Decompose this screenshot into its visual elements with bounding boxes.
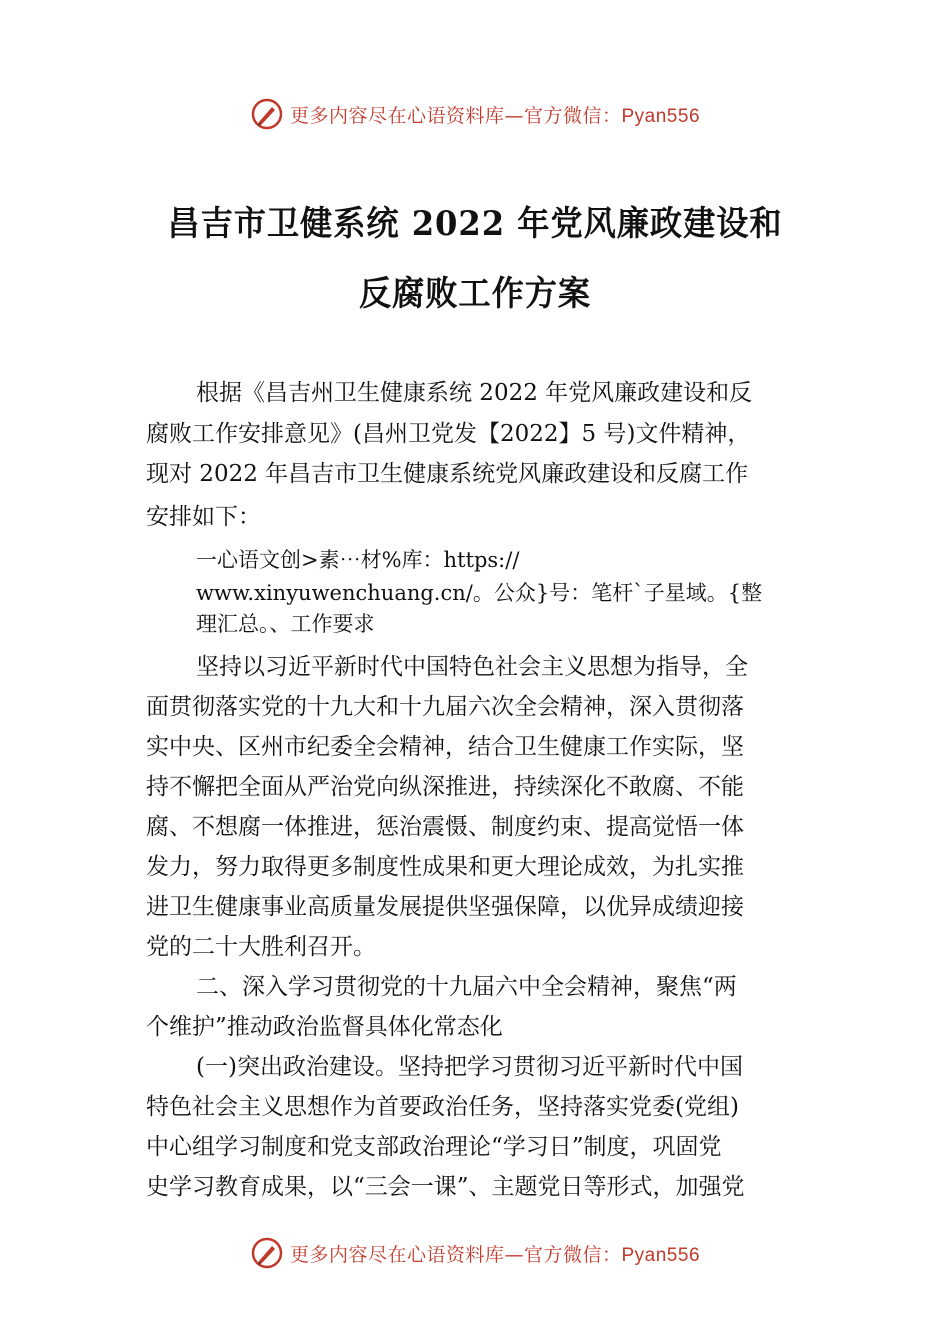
- body-line: 安排如下：: [146, 504, 261, 530]
- watermark-header: [0, 94, 950, 134]
- body-line: 持不懈把全面从严治党向纵深推进，持续深化不敢腐、不能: [146, 774, 744, 800]
- pen-logo-icon: [250, 97, 284, 131]
- body-line: www.xinyuwenchuang.cn/。公众}号：笔杆`子星域。{整: [196, 581, 763, 605]
- watermark-text: 更多内容尽在心语资料库—官方微信：Pyan556: [289, 104, 701, 127]
- body-line: 腐、不想腐一体推进，惩治震慑、制度约束、提高觉悟一体: [146, 814, 744, 840]
- body-line: 发力，努力取得更多制度性成果和更大理论成效，为扎实推: [146, 854, 744, 880]
- body-line: 个维护”推动政治监督具体化常态化: [146, 1014, 503, 1040]
- body-line: 理汇总。、工作要求: [196, 612, 375, 636]
- body-line: 根据《昌吉州卫生健康系统 2022 年党风廉政建设和反: [196, 380, 753, 406]
- watermark-footer: [0, 1233, 950, 1273]
- body-line: 面贯彻落实党的十九大和十九届六次全会精神，深入贯彻落: [146, 694, 744, 720]
- body-line: 坚持以习近平新时代中国特色社会主义思想为指导，全: [196, 654, 748, 680]
- document-title-line-2: 反腐败工作方案: [358, 274, 592, 314]
- body-line: 二、深入学习贯彻党的十九届六中全会精神，聚焦“两: [196, 974, 737, 1000]
- body-line: 中心组学习制度和党支部政治理论“学习日”制度，巩固党: [146, 1134, 722, 1160]
- body-line: 进卫生健康事业高质量发展提供坚强保障，以优异成绩迎接: [146, 894, 744, 920]
- document-title-line-1: 昌吉市卫健系统 2022 年党风廉政建设和: [167, 204, 783, 244]
- pen-logo-icon: [250, 1236, 284, 1270]
- body-line: 党的二十大胜利召开。: [146, 934, 376, 960]
- watermark-text: 更多内容尽在心语资料库—官方微信：Pyan556: [289, 1243, 701, 1266]
- body-line: 史学习教育成果，以“三会一课”、主题党日等形式，加强党: [146, 1174, 745, 1200]
- body-line: 实中央、区州市纪委全会精神，结合卫生健康工作实际，坚: [146, 734, 744, 760]
- body-line: 现对 2022 年昌吉市卫生健康系统党风廉政建设和反腐工作: [146, 461, 749, 487]
- body-line: 一心语文创>素⋯材%库：https://: [196, 548, 520, 572]
- body-line: (一)突出政治建设。坚持把学习贯彻习近平新时代中国: [196, 1054, 743, 1080]
- body-line: 特色社会主义思想作为首要政治任务，坚持落实党委(党组): [146, 1094, 739, 1120]
- body-line: 腐败工作安排意见》(昌州卫党发【2022】5 号)文件精神，: [146, 421, 751, 447]
